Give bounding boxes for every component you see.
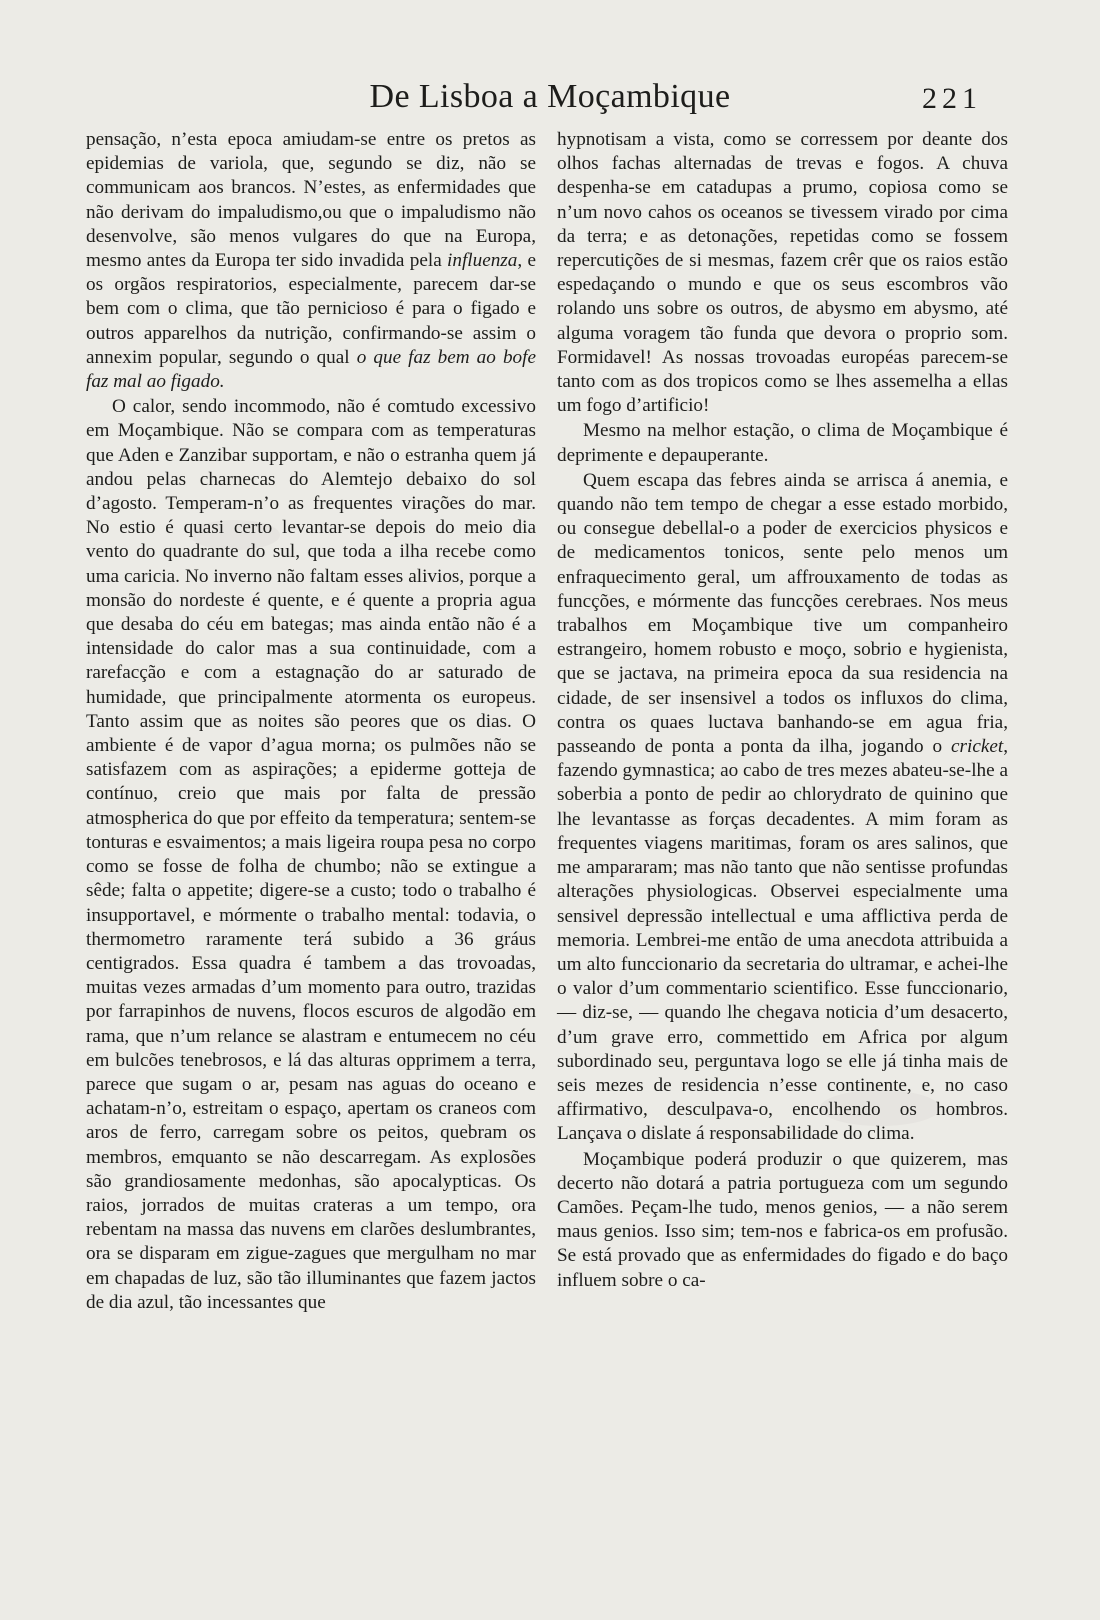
italic-text-run: cricket: [951, 736, 1004, 758]
paragraph: O calor, sendo incommodo, não é comtudo excessivo em Moçambique. Não se compara com as temperaturas que Aden e Zanzibar supportam, e não o estranha quem já andou pelas charnecas do Alemtejo debaixo do sol d’agosto. Temperam-n’o as frequentes virações do mar. No estio é quasi certo levantar-se depois do meio dia vento do quadrante do sul, que toda a ilha recebe como uma caricia. No inverno não faltam esses alivios, porque a monsão do nordeste é quente, e é quente a propria agua que desaba do céu em bategas; mas ainda então não é a intensidade do calor mas a sua continuidade, com a rarefacção e com a estagnação do ar saturado de humidade, que principalmente atormenta os europeus. Tanto assim que as noites são peores que os dias. O ambiente é de vapor d’agua morna; os pulmões não se satisfazem com as aspirações; a epiderme gotteja de contínuo, creio que mais por falta de pressão atmospherica do que por effeito da temperatura; sentem-se tonturas e esvaimentos; a mais ligeira roupa pesa no corpo como se fosse de folha de chumbo; não se extingue a sêde; falta o appetite; digere-se a custo; todo o trabalho é insupportavel, e mórmente o trabalho mental: todavia, o thermometro raramente terá subido a 36 gráus centigrados. Essa quadra é tambem a das trovoadas, muitas vezes armadas d’um momento para outro, trazidas por farrapinhos de nuvens, flocos escuros de algodão em rama, que n’um relance se alastram e entumecem no céu em bulcões tenebrosos, e lá das alturas opprimem a terra, parece que sugam o ar, pesam nas aguas do oceano e achatam-n’o, estreitam o espaço, apertam os craneos com aros de ferro, carregam sobre os peitos, quebram os membros, emquanto se não descarregam. As explosões são grandiosamente medonhas, são apocalypticas. Os raios, jorrados de muitas crateras a um tempo, ora rebentam na massa das nuvens em clarões deslumbrantes, ora se disparam em zigue-zagues que mergulham no mar em chapadas de luz, são tão illuminantes que fazem jactos de dia azul, tão incessantes que: [86, 396, 536, 1313]
paragraph: hypnotisam a vista, como se corressem por deante dos olhos fachas alternadas de trevas e fogos. A chuva despenha-se em catadupas a prumo, copiosa como se n’um novo cahos os oceanos se tivessem virado por cima da terra; e as detonações, repetidas como se fossem repercutições de si mesmas, fazem crêr que os raios estão espedaçando o mundo e que os seus escombros vão rolando uns sobre os outros, de abysmo em abysmo, até alguma voragem tão funda que devora o proprio som. Formidavel! As nossas trovoadas européas parecem-se tanto com as dos tropicos como se lhes assemelha a ellas um fogo d’artificio!: [557, 129, 1008, 417]
left-text-column: [86, 128, 536, 1315]
paragraph: Mesmo na melhor estação, o clima de Moçambique é deprimente e depauperante.: [557, 420, 1008, 466]
text-run: pensação, n’esta epoca amiudam-se entre os pretos as epidemias de variola, que, segundo se diz, não se communicam aos brancos. N’estes, as enfermidades que não derivam do impaludismo,ou que o impaludismo não desenvolve, são menos vulgares do que na Europa, mesmo antes da Europa ter sido invadida pela: [86, 129, 536, 272]
italic-text-run: o que faz bem ao bofe faz mal ao figado.: [86, 346, 536, 393]
text-run: , e os orgãos respiratorios, especialmente, parecem dar-se bem com o clima, que tão pernicioso é para o figado e outros apparelhos da nutrição, confirmando-se assim o annexim popular, segundo o qual: [86, 250, 536, 368]
paragraph: [557, 469, 1008, 1147]
running-head-title: De Lisboa a Moçambique: [369, 78, 731, 115]
right-text-column: [557, 128, 1008, 1293]
text-run: Quem escapa das febres ainda se arrisca á anemia, e quando não tem tempo de chegar a esse estado morbido, ou consegue debellal-o a poder de exercicios physicos e de medicamentos tonicos, sente pelo menos um enfraquecimento geral, um affrouxamento de todas as funcções, e mórmente das funcções cerebraes. Nos meus trabalhos em Moçambique tive um companheiro estrangeiro, homem robusto e moço, sobrio e hygienista, que se jactava, na primeira epoca da sua residencia na cidade, de ser insensivel a todos os influxos do clima, contra os quaes luctava banhando-se em agua fria, passeando de ponta a ponta da ilha, jogando o: [557, 469, 1008, 758]
page-number: 221: [922, 82, 982, 115]
paragraph: Moçambique poderá produzir o que quizerem, mas decerto não dotará a patria portugueza com um segundo Camões. Peçam-lhe tudo, menos genios, — a não serem maus genios. Isso sim; tem-nos e fabrica-os em profusão. Se está provado que as enfermidades do figado e do baço influem sobre o ca-: [557, 1148, 1008, 1291]
italic-text-run: influenza: [447, 250, 518, 272]
text-run: , fazendo gymnastica; ao cabo de tres mezes abateu-se-lhe a soberbia a ponto de pedir ao chlorydrato de quinino que lhe levantasse as forças decadentes. A mim foram as frequentes viagens maritimas, foram os ares salinos, que me ampararam; mas não tanto que não sentisse profundas alterações physiologicas. Observei especialmente uma sensivel depressão intellectual e uma afflictiva perda de memoria. Lembrei-me então de uma anecdota attribuida a um alto funccionario da secretaria do ultramar, e achei-lhe o valor d’um commentario scientifico. Esse funccionario, — diz-se, — quando lhe chegava noticia d’um desacerto, d’um grave erro, commettido em Africa por algum subordinado seu, perguntava logo se elle já tinha mais de seis mezes de residencia n’esse continente, e, no caso affirmativo, desculpava-o, encolhendo os hombros. Lançava o dislate á responsabilidade do clima.: [557, 736, 1008, 1145]
paragraph: [86, 128, 536, 394]
running-head: [0, 68, 1100, 128]
